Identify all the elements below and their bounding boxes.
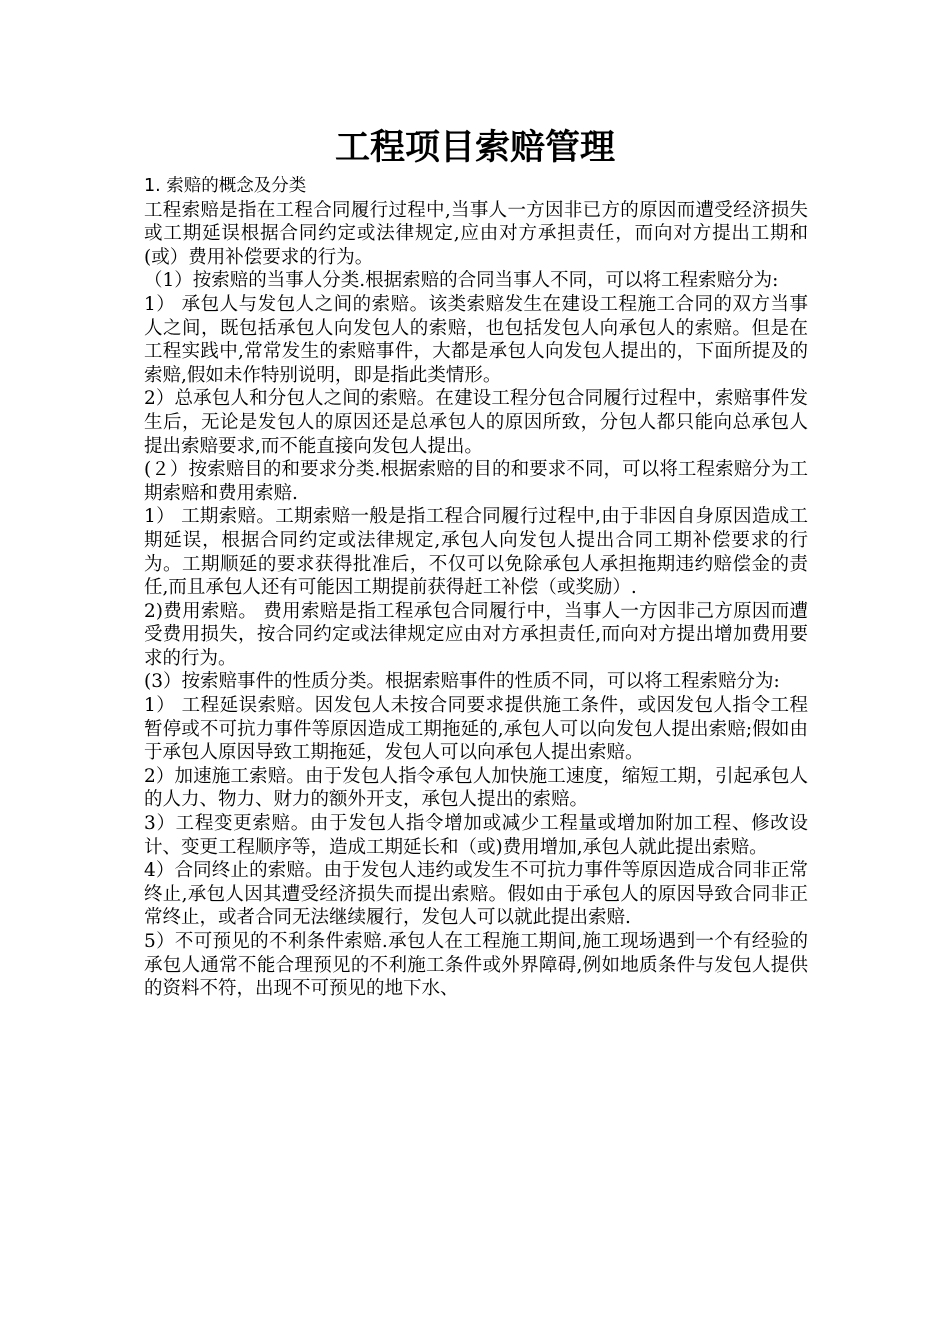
paragraph: 2)费用索赔。 费用索赔是指工程承包合同履行中，当事人一方因非己方原因而遭受费用损失，按合同约定或法律规定应由对方承担责任,而向对方提出增加费用要求的行为。 — [144, 600, 808, 669]
paragraph: 工程索赔是指在工程合同履行过程中,当事人一方因非已方的原因而遭受经济损失或工期延误根据合同约定或法律规定,应由对方承担责任，而向对方提出工期和(或）费用补偿要求的行为。 — [144, 199, 808, 268]
section-heading: 1. 索赔的概念及分类 — [144, 176, 307, 196]
paragraph: 4）合同终止的索赔。由于发包人违约或发生不可抗力事件等原因造成合同非正常终止,承包人因其遭受经济损失而提出索赔。假如由于承包人的原因导致合同非正常终止，或者合同无法继续履行，发包人可以就此提出索赔. — [144, 860, 808, 929]
paragraph: 1） 工程延误索赔。因发包人未按合同要求提供施工条件，或因发包人指令工程暂停或不可抗力事件等原因造成工期拖延的,承包人可以向发包人提出索赔;假如由于承包人原因导致工期拖延，发包人可以向承包人提出索赔。 — [144, 695, 808, 764]
document-title: 工程项目索赔管理 — [334, 128, 615, 168]
paragraph: 5）不可预见的不利条件索赔.承包人在工程施工期间,施工现场遇到一个有经验的承包人通常不能合理预见的不利施工条件或外界障碍,例如地质条件与发包人提供的资料不符，出现不可预见的地下水、 — [144, 931, 808, 1000]
paragraph: 2）加速施工索赔。由于发包人指令承包人加快施工速度，缩短工期，引起承包人的人力、物力、财力的额外开支，承包人提出的索赔。 — [144, 765, 808, 811]
paragraph: 1） 承包人与发包人之间的索赔。该类索赔发生在建设工程施工合同的双方当事人之间，既包括承包人向发包人的索赔，也包括发包人向承包人的索赔。但是在工程实践中,常常发生的索赔事件，大都是承包人向发包人提出的，下面所提及的索赔,假如未作特别说明，即是指此类情形。 — [144, 293, 808, 386]
document-body — [144, 175, 808, 1001]
paragraph: 2）总承包人和分包人之间的索赔。在建设工程分包合同履行过程中，索赔事件发生后，无论是发包人的原因还是总承包人的原因所致，分包人都只能向总承包人提出索赔要求,而不能直接向发包人提出。 — [144, 388, 808, 457]
paragraph: 3）工程变更索赔。由于发包人指令增加或减少工程量或增加附加工程、修改设计、变更工程顺序等，造成工期延长和（或)费用增加,承包人就此提出索赔。 — [144, 813, 808, 858]
paragraph: 1） 工期索赔。工期索赔一般是指工程合同履行过程中,由于非因自身原因造成工期延误，根据合同约定或法律规定,承包人向发包人提出合同工期补偿要求的行为。工期顺延的要求获得批准后，不仅可以免除承包人承担拖期违约赔偿金的责任,而且承包人还有可能因工期提前获得赶工补偿（或奖励）. — [144, 506, 808, 599]
paragraph: （1）按索赔的当事人分类.根据索赔的合同当事人不同，可以将工程索赔分为: — [144, 270, 779, 292]
paragraph: (２）按索赔目的和要求分类.根据索赔的目的和要求不同，可以将工程索赔分为工期索赔和费用索赔. — [144, 459, 808, 504]
paragraph: (3）按索赔事件的性质分类。根据索赔事件的性质不同，可以将工程索赔分为: — [144, 671, 780, 693]
